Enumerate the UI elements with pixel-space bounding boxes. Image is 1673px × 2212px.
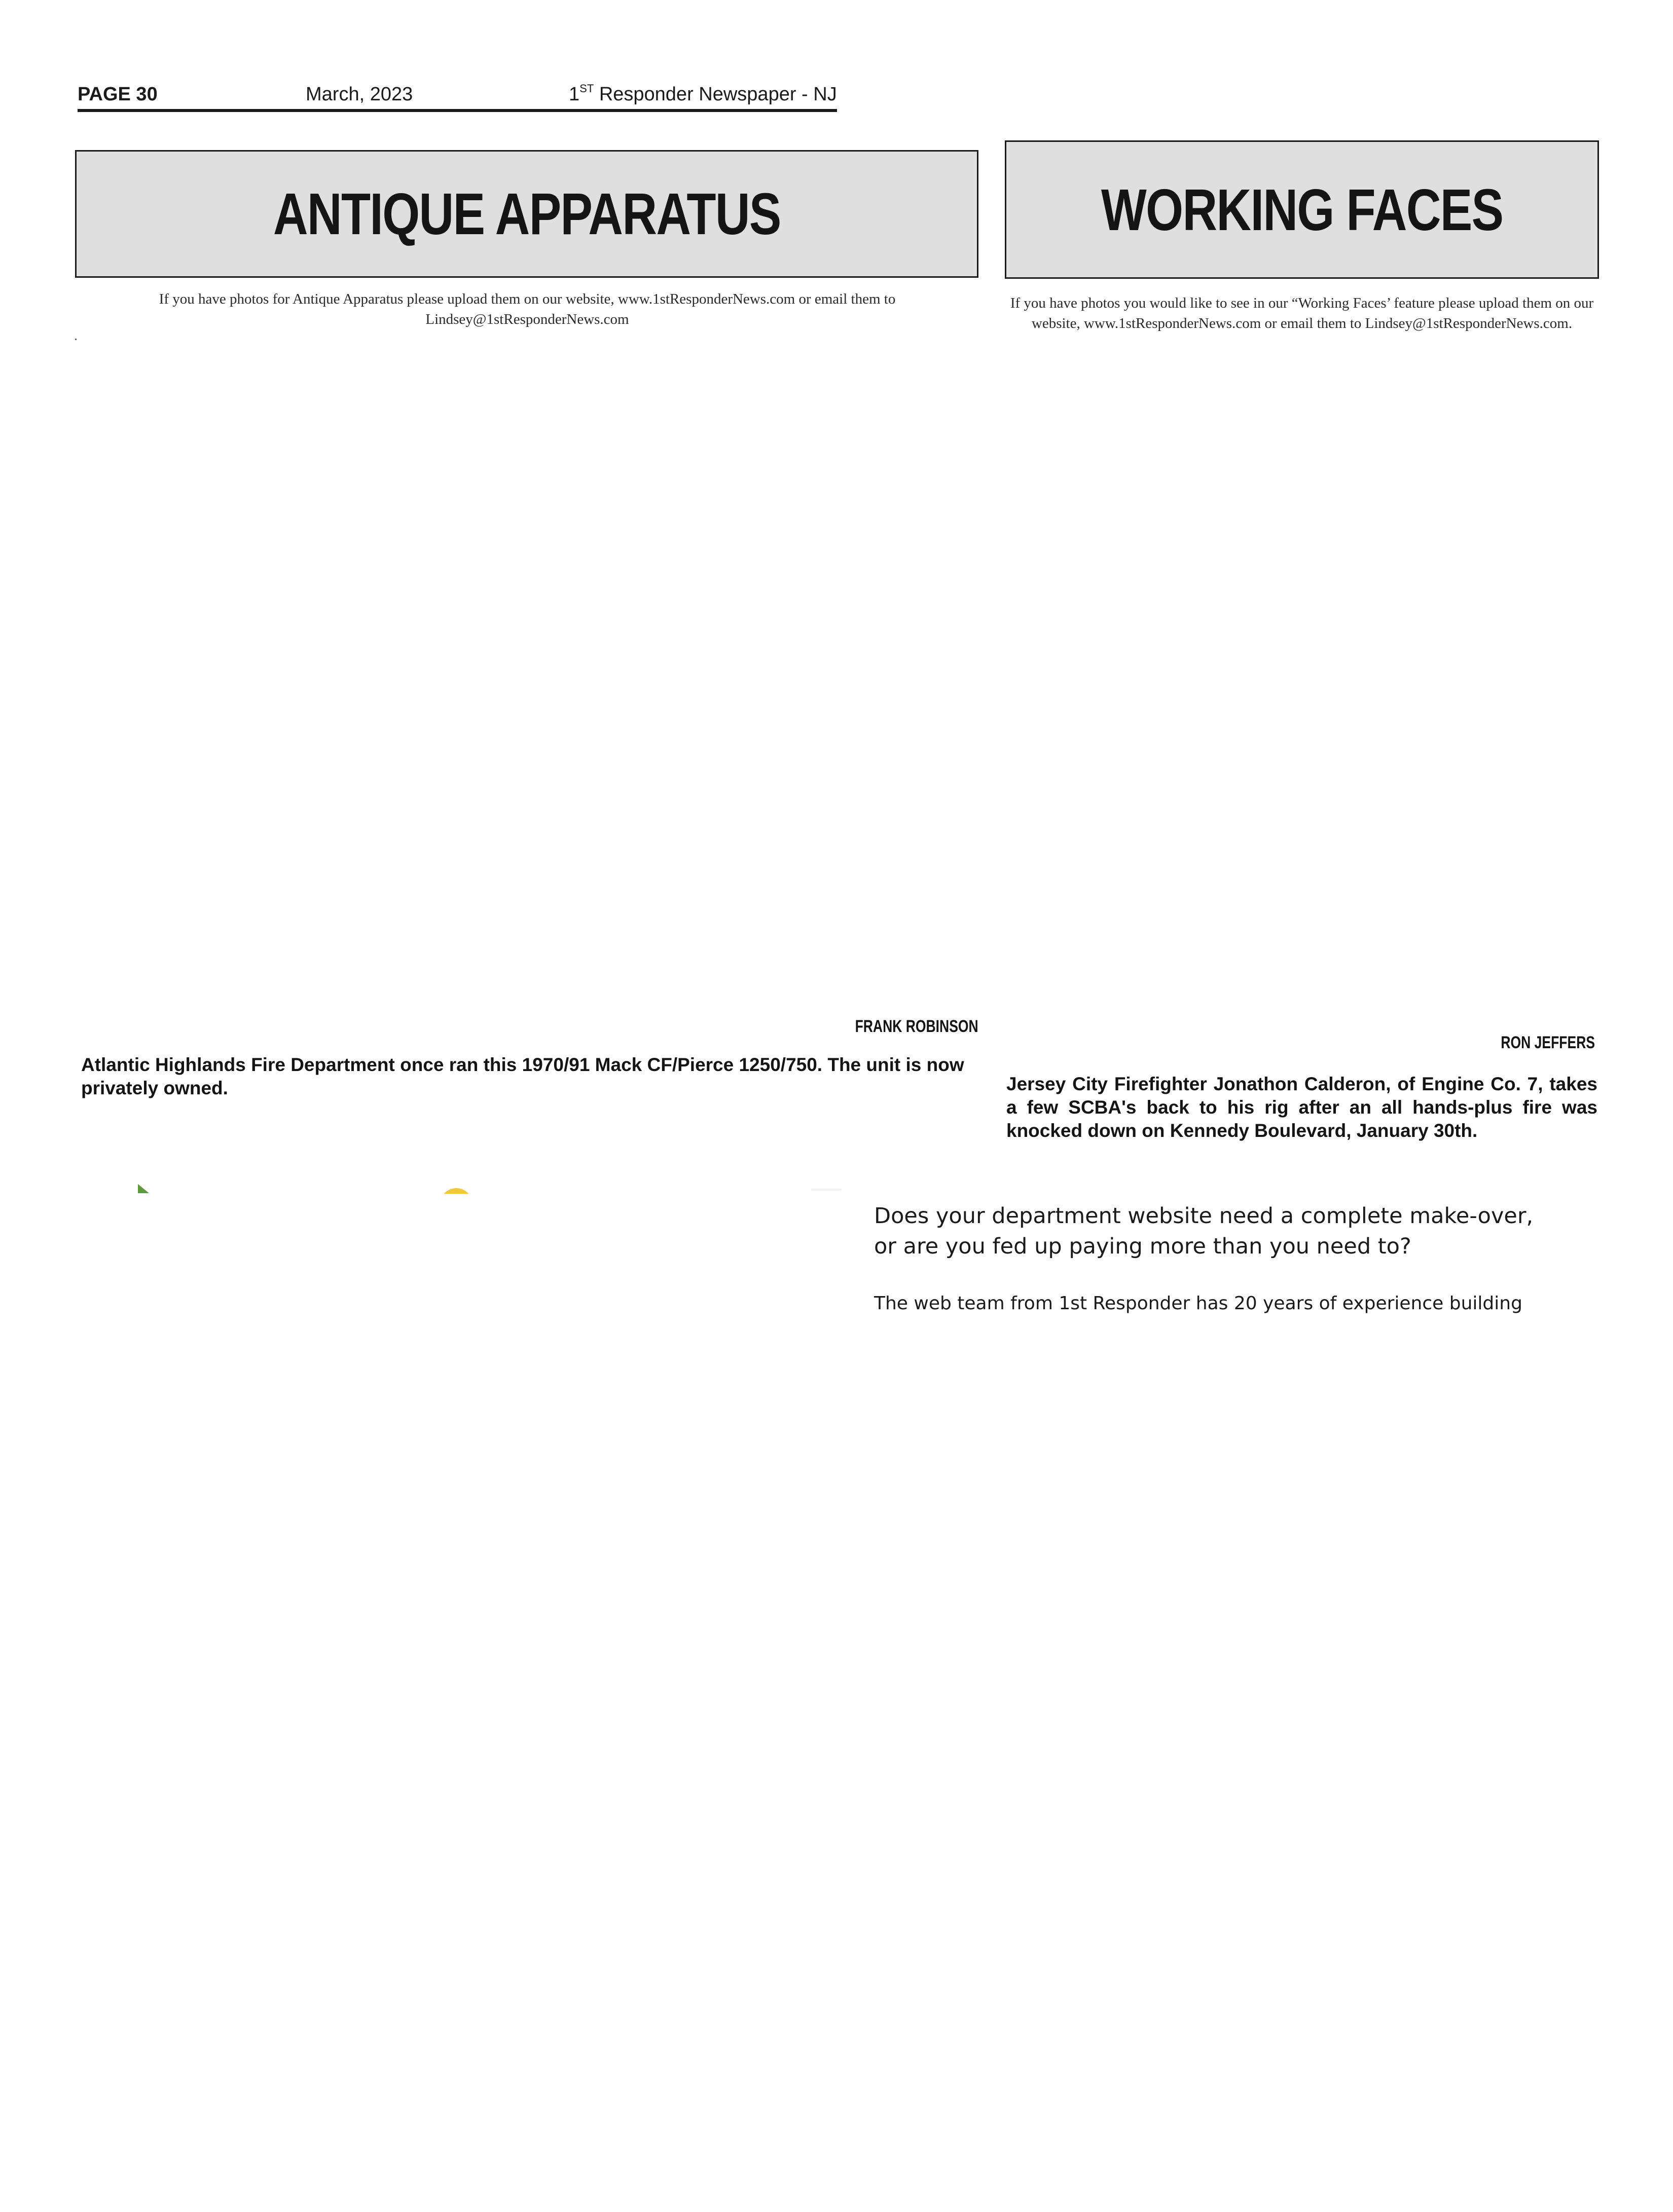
working-faces-title: WORKING FACES (1101, 176, 1503, 243)
ad-fade-edge (811, 1189, 842, 1191)
ad-green-leaf-icon (138, 1184, 149, 1193)
ad-body-text: The web team from 1st Responder has 20 years of experience building (874, 1293, 1522, 1314)
working-photo-credit: RON JEFFERS (1501, 1033, 1595, 1052)
ad-yellow-circle-icon (440, 1188, 472, 1221)
antique-photo-credit: FRANK ROBINSON (855, 1017, 978, 1036)
paper-superscript: ST (579, 82, 594, 95)
antique-submit-note: If you have photos for Antique Apparatus please upload them on our website, www.1stResponderNews.com or email them to Lindsey@1stResponderNews.com (159, 291, 896, 327)
antique-apparatus-banner (75, 150, 978, 278)
issue-date: March, 2023 (306, 84, 413, 105)
header-rule (78, 109, 837, 112)
page-number: PAGE 30 (78, 84, 158, 105)
newspaper-name (569, 83, 837, 105)
paper-prefix: 1 (569, 84, 580, 105)
working-submit-note: If you have photos you would like to see in our “Working Faces’ feature please upload them on our website, www.1stResponderNews.com or email them to Lindsey@1stResponderNews.com. (1010, 295, 1594, 331)
stray-mark (75, 339, 77, 340)
antique-apparatus-title: ANTIQUE APPARATUS (273, 181, 781, 247)
ad-question-line1: Does your department website need a complete make-over, (874, 1203, 1534, 1229)
working-caption: Jersey City Firefighter Jonathon Calderon, of Engine Co. 7, takes a few SCBA's back to his rig after an all hands-plus fire was knocked down on Kennedy Boulevard, January 30th. (1006, 1074, 1597, 1141)
ad-question-line2: or are you fed up paying more than you need to? (874, 1234, 1411, 1259)
paper-rest: Responder Newspaper - NJ (594, 84, 837, 105)
antique-caption: Atlantic Highlands Fire Department once ran this 1970/91 Mack CF/Pierce 1250/750. The unit is now privately owned. (81, 1054, 964, 1098)
working-faces-banner (1005, 140, 1599, 279)
